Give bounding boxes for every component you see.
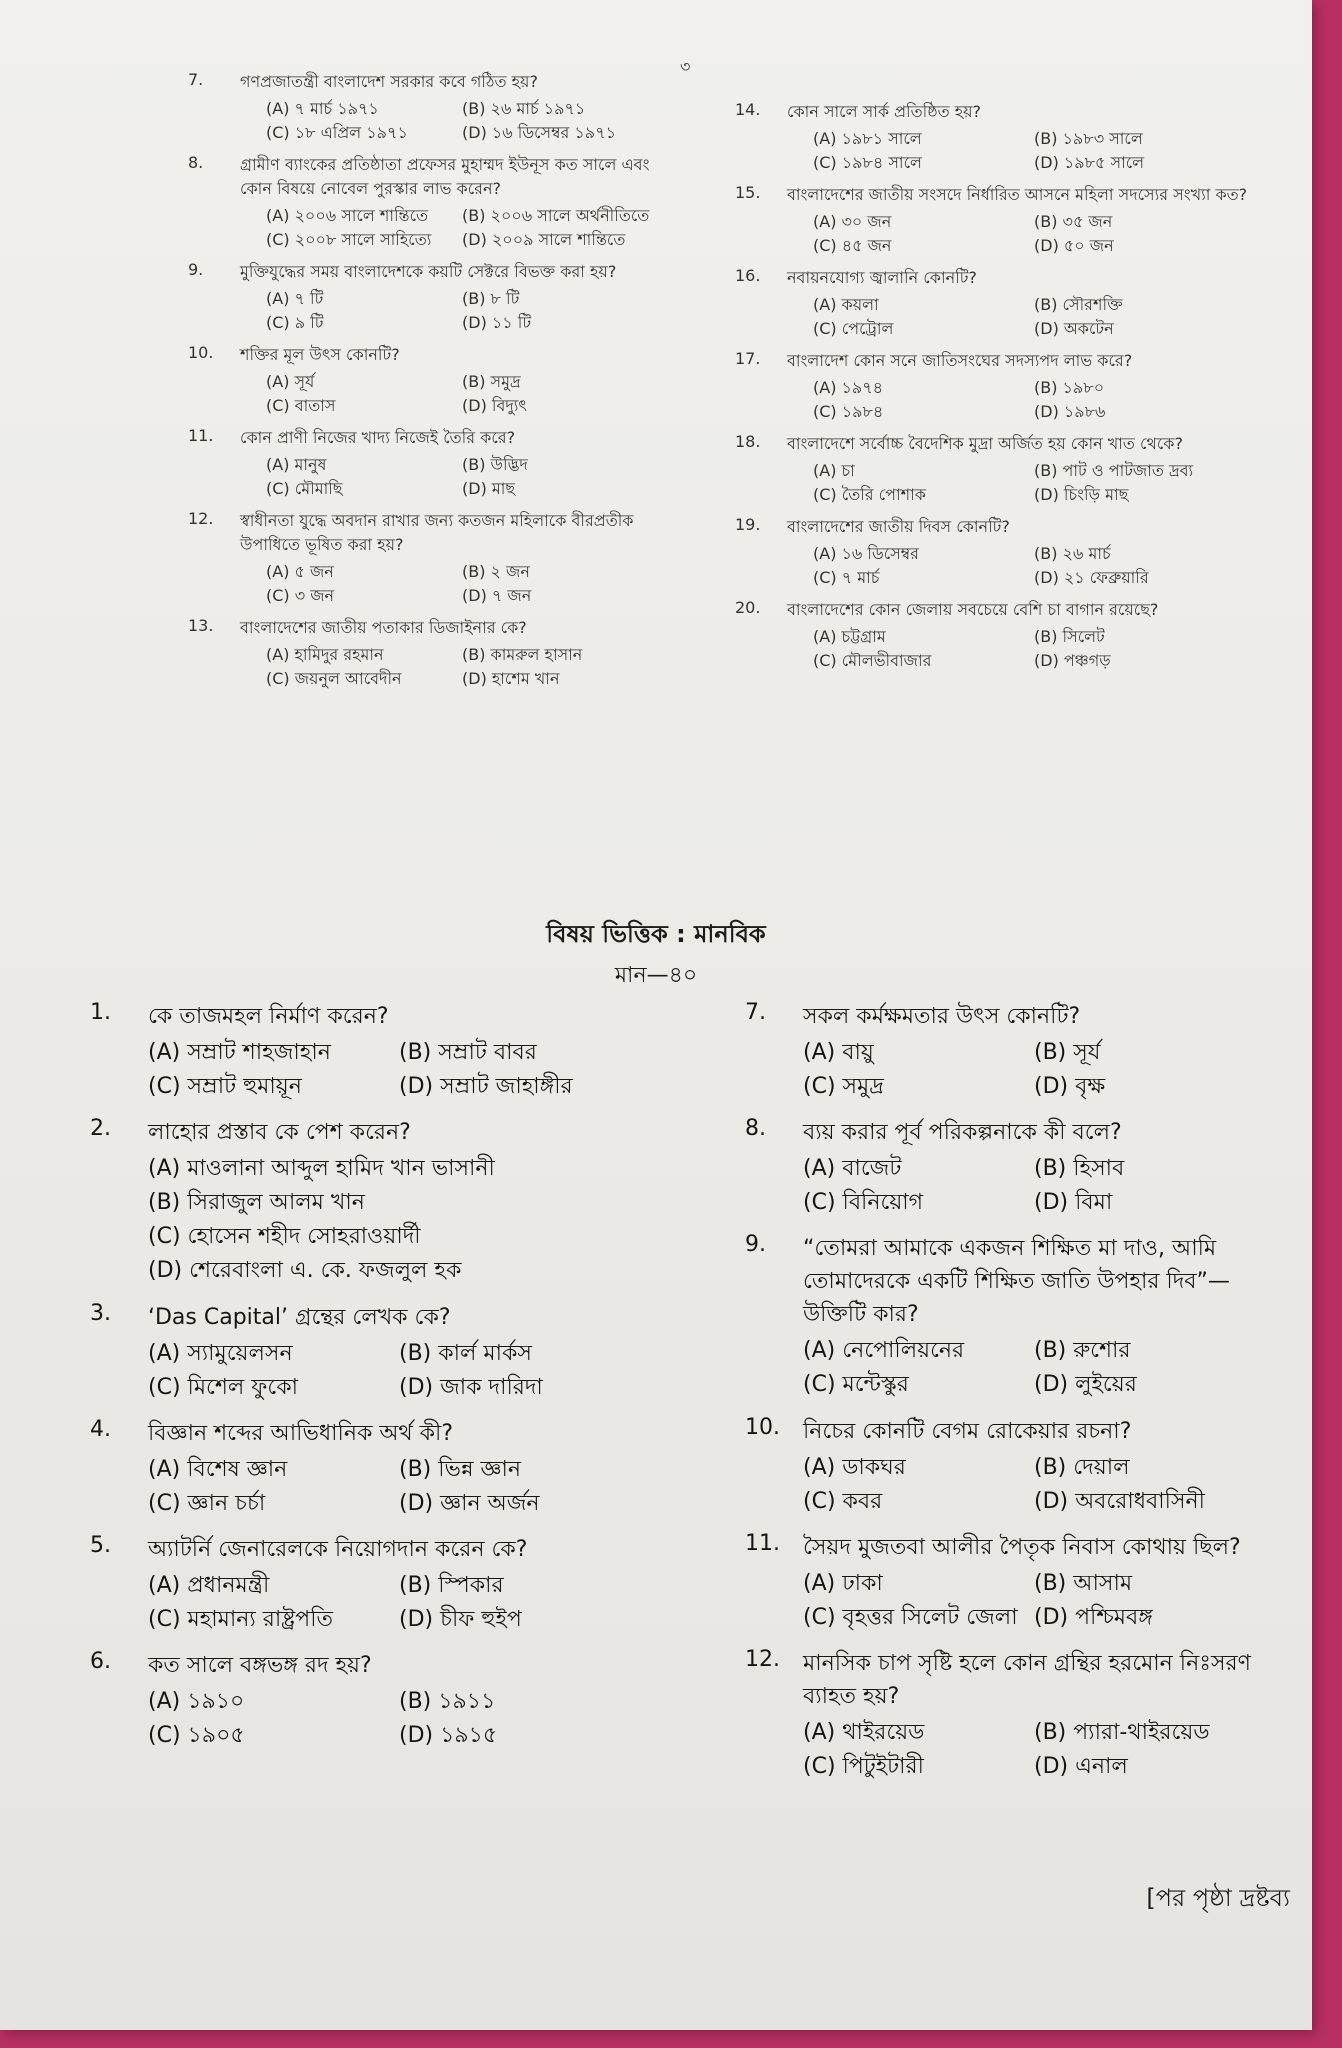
section-a-right-column bbox=[735, 100, 1255, 681]
answer-option: (B) উদ্ভিদ bbox=[462, 455, 528, 474]
question-item bbox=[745, 1000, 1265, 1104]
next-page-note: [পর পৃষ্ঠা দ্রষ্টব্য bbox=[1146, 1884, 1290, 1912]
question-item bbox=[735, 183, 1255, 258]
question-item bbox=[188, 343, 658, 418]
question-number: 13. bbox=[188, 616, 214, 635]
question-item bbox=[90, 1301, 650, 1405]
answer-option: (D) এনাল bbox=[1034, 1754, 1128, 1780]
answer-option: (D) ১৬ ডিসেম্বর ১৯৭১ bbox=[462, 123, 616, 142]
question-text: “তোমরা আমাকে একজন শিক্ষিত মা দাও, আমি তোমাদেরকে একটি শিক্ষিত জাতি উপহার দিব”— উক্তিটি কার? bbox=[803, 1236, 1230, 1328]
answer-option: (A) কয়লা bbox=[813, 295, 879, 314]
question-item bbox=[188, 509, 658, 608]
answer-options bbox=[745, 1152, 1265, 1220]
answer-option: (D) ১৯৮৫ সালে bbox=[1034, 153, 1145, 172]
question-item bbox=[90, 1417, 650, 1521]
answer-option: (A) ১৯৮১ সালে bbox=[813, 129, 922, 148]
answer-option: (D) ১১ টি bbox=[462, 313, 532, 332]
answer-option: (A) মাওলানা আব্দুল হামিদ খান ভাসানী bbox=[148, 1156, 495, 1182]
answer-option: (B) ভিন্ন জ্ঞান bbox=[399, 1456, 522, 1482]
answer-option: (A) ৭ টি bbox=[266, 289, 324, 308]
question-text: বাংলাদেশ কোন সনে জাতিসংঘের সদস্যপদ লাভ করে? bbox=[787, 351, 1133, 370]
answer-options bbox=[745, 1334, 1265, 1402]
answer-option: (B) ১৯৮০ bbox=[1034, 378, 1105, 397]
answer-option: (B) পাট ও পাটজাত দ্রব্য bbox=[1034, 461, 1194, 480]
answer-option: (D) ২১ ফেব্রুয়ারি bbox=[1034, 568, 1149, 587]
answer-option: (C) জয়নুল আবেদীন bbox=[266, 669, 402, 688]
section-b-left-column bbox=[90, 1000, 650, 1765]
section-b-right-column bbox=[745, 1000, 1265, 1796]
answer-option: (B) দেয়াল bbox=[1034, 1454, 1130, 1480]
question-text: লাহোর প্রস্তাব কে পেশ করেন? bbox=[148, 1120, 411, 1146]
answer-options bbox=[188, 370, 658, 418]
answer-options bbox=[188, 453, 658, 501]
answer-options bbox=[90, 1685, 650, 1753]
question-number: 10. bbox=[745, 1414, 780, 1440]
answer-option: (A) স্যামুয়েলসন bbox=[148, 1340, 293, 1366]
question-item bbox=[745, 1415, 1265, 1519]
answer-option: (C) ১৯০৫ bbox=[148, 1723, 245, 1749]
section-marks: মান—৪০ bbox=[614, 963, 698, 988]
question-number: 11. bbox=[188, 426, 214, 445]
answer-option: (B) প্যারা-থাইরয়েড bbox=[1034, 1719, 1210, 1745]
answer-option: (C) সম্রাট হুমায়ূন bbox=[148, 1074, 302, 1100]
question-item bbox=[745, 1531, 1265, 1635]
question-text: বাংলাদেশের জাতীয় দিবস কোনটি? bbox=[787, 517, 1010, 536]
question-item bbox=[745, 1647, 1265, 1784]
answer-option: (D) মাছ bbox=[462, 479, 516, 498]
question-number: 1. bbox=[90, 1000, 111, 1025]
answer-option: (A) ১৯১০ bbox=[148, 1689, 245, 1715]
answer-option: (C) পেট্রোল bbox=[813, 319, 894, 338]
answer-option: (C) ২০০৮ সালে সাহিত্যে bbox=[266, 230, 432, 249]
question-item bbox=[735, 100, 1255, 175]
question-text: কোন প্রাণী নিজের খাদ্য নিজেই তৈরি করে? bbox=[240, 428, 516, 447]
answer-option: (C) মন্টেস্কুর bbox=[803, 1372, 909, 1398]
answer-option: (B) ১৯১১ bbox=[399, 1689, 496, 1715]
question-number: 6. bbox=[90, 1649, 111, 1675]
answer-option: (A) বায়ু bbox=[803, 1040, 874, 1065]
answer-option: (A) ১৯৭৪ bbox=[813, 378, 884, 397]
answer-options bbox=[90, 1036, 650, 1104]
question-number: 20. bbox=[735, 598, 761, 617]
answer-options bbox=[735, 625, 1255, 673]
answer-option: (C) কবর bbox=[803, 1488, 883, 1514]
answer-option: (A) নেপোলিয়নের bbox=[803, 1338, 965, 1364]
answer-options bbox=[745, 1716, 1265, 1784]
answer-option: (B) ৮ টি bbox=[462, 289, 520, 308]
answer-option: (A) ৩০ জন bbox=[813, 212, 892, 231]
answer-option: (A) সূর্য bbox=[266, 372, 315, 391]
answer-option: (C) ৭ মার্চ bbox=[813, 568, 880, 587]
question-text: ‘Das Capital’ গ্রন্থের লেখক কে? bbox=[148, 1304, 451, 1330]
answer-options bbox=[90, 1337, 650, 1405]
question-number: 3. bbox=[90, 1300, 111, 1326]
question-text: সকল কর্মক্ষমতার উৎস কোনটি? bbox=[803, 1004, 1081, 1029]
question-item bbox=[90, 1000, 650, 1104]
question-text: মুক্তিযুদ্ধের সময় বাংলাদেশকে কয়টি সেক্টরে বিভক্ত করা হয়? bbox=[240, 262, 617, 281]
question-number: 17. bbox=[735, 349, 761, 368]
answer-option: (A) ডাকঘর bbox=[803, 1454, 906, 1480]
question-number: 12. bbox=[188, 509, 214, 528]
question-number: 7. bbox=[188, 70, 204, 89]
answer-option: (B) রুশোর bbox=[1034, 1338, 1131, 1364]
question-item bbox=[90, 1116, 650, 1288]
answer-option: (B) কামরুল হাসান bbox=[462, 645, 583, 664]
question-item bbox=[90, 1533, 650, 1637]
answer-option: (C) জ্ঞান চর্চা bbox=[148, 1490, 266, 1516]
answer-options bbox=[188, 287, 658, 335]
question-item bbox=[188, 260, 658, 335]
answer-option: (B) সিরাজুল আলম খান bbox=[148, 1190, 365, 1216]
answer-option: (B) ২ জন bbox=[462, 562, 530, 581]
question-number: 5. bbox=[90, 1532, 111, 1558]
answer-option: (C) ১৯৮৪ সালে bbox=[813, 153, 922, 172]
question-number: 8. bbox=[188, 153, 204, 172]
answer-options bbox=[735, 376, 1255, 424]
answer-option: (C) বিনিয়োগ bbox=[803, 1190, 924, 1216]
answer-option: (A) সম্রাট শাহজাহান bbox=[148, 1040, 331, 1065]
answer-option: (C) মহামান্য রাষ্ট্রপতি bbox=[148, 1607, 334, 1633]
answer-option: (C) মিশেল ফুকো bbox=[148, 1374, 298, 1400]
answer-option: (B) হিসাব bbox=[1034, 1156, 1125, 1182]
question-text: গণপ্রজাতন্ত্রী বাংলাদেশ সরকার কবে গঠিত হয়? bbox=[240, 72, 538, 91]
question-item bbox=[90, 1649, 650, 1753]
answer-option: (C) মৌলভীবাজার bbox=[813, 651, 932, 670]
question-item bbox=[735, 349, 1255, 424]
answer-option: (C) হোসেন শহীদ সোহরাওয়ার্দী bbox=[148, 1224, 421, 1250]
question-text: গ্রামীণ ব্যাংকের প্রতিষ্ঠাতা প্রফেসর মুহাম্মদ ইউনূস কত সালে এবং কোন বিষয়ে নোবেল পুরস্কার লাভ করেন? bbox=[240, 155, 650, 198]
answer-option: (B) সৌরশক্তি bbox=[1034, 295, 1123, 314]
question-number: 9. bbox=[188, 260, 204, 279]
answer-option: (B) ২০০৬ সালে অর্থনীতিতে bbox=[462, 206, 650, 225]
answer-option: (B) ১৯৮৩ সালে bbox=[1034, 129, 1143, 148]
answer-option: (B) স্পিকার bbox=[399, 1572, 504, 1598]
answer-options bbox=[735, 210, 1255, 258]
question-text: নবায়নযোগ্য জ্বালানি কোনটি? bbox=[787, 268, 977, 287]
answer-option: (D) অবরোধবাসিনী bbox=[1034, 1488, 1205, 1514]
question-text: মানসিক চাপ সৃষ্টি হলে কোন গ্রন্থির হরমোন নিঃসরণ ব্যাহত হয়? bbox=[803, 1650, 1251, 1709]
question-text: বিজ্ঞান শব্দের আভিধানিক অর্থ কী? bbox=[148, 1420, 454, 1446]
answer-option: (C) ১৮ এপ্রিল ১৯৭১ bbox=[266, 123, 408, 142]
answer-option: (D) ১৯৮৬ bbox=[1034, 402, 1106, 421]
answer-option: (B) ৩৫ জন bbox=[1034, 212, 1113, 231]
question-item bbox=[735, 266, 1255, 341]
answer-option: (D) চীফ হুইপ bbox=[399, 1607, 522, 1633]
question-text: কে তাজমহল নির্মাণ করেন? bbox=[148, 1004, 389, 1029]
question-number: 18. bbox=[735, 432, 761, 451]
question-text: নিচের কোনটি বেগম রোকেয়ার রচনা? bbox=[803, 1418, 1132, 1444]
answer-option: (B) ২৬ মার্চ bbox=[1034, 544, 1111, 563]
question-item bbox=[735, 598, 1255, 673]
question-text: ব্যয় করার পূর্ব পরিকল্পনাকে কী বলে? bbox=[803, 1120, 1122, 1146]
question-item bbox=[735, 432, 1255, 507]
answer-options bbox=[735, 293, 1255, 341]
answer-option: (B) সূর্য bbox=[1034, 1040, 1101, 1065]
question-text: কোন সালে সার্ক প্রতিষ্ঠিত হয়? bbox=[787, 102, 982, 121]
page-number: ৩ bbox=[680, 57, 691, 76]
answer-option: (A) ২০০৬ সালে শান্তিতে bbox=[266, 206, 429, 225]
answer-option: (C) বাতাস bbox=[266, 396, 336, 415]
answer-option: (D) সম্রাট জাহাঙ্গীর bbox=[399, 1074, 573, 1100]
question-number: 2. bbox=[90, 1116, 111, 1142]
answer-option: (A) ৫ জন bbox=[266, 562, 334, 581]
answer-option: (A) প্রধানমন্ত্রী bbox=[148, 1572, 270, 1598]
answer-option: (C) মৌমাছি bbox=[266, 479, 343, 498]
answer-option: (D) ৭ জন bbox=[462, 586, 532, 605]
answer-options bbox=[90, 1569, 650, 1637]
question-number: 7. bbox=[745, 1000, 766, 1025]
answer-option: (A) বিশেষ জ্ঞান bbox=[148, 1456, 288, 1482]
question-text: কত সালে বঙ্গভঙ্গ রদ হয়? bbox=[148, 1653, 372, 1679]
question-item bbox=[745, 1232, 1265, 1402]
answer-option: (D) বৃক্ষ bbox=[1034, 1074, 1106, 1100]
question-text: অ্যাটর্নি জেনারেলকে নিয়োগদান করেন কে? bbox=[148, 1536, 528, 1562]
question-number: 8. bbox=[745, 1116, 766, 1142]
question-number: 14. bbox=[735, 100, 761, 119]
answer-option: (A) চা bbox=[813, 461, 855, 480]
answer-options bbox=[90, 1152, 650, 1288]
question-number: 15. bbox=[735, 183, 761, 202]
answer-option: (A) হামিদুর রহমান bbox=[266, 645, 384, 664]
question-number: 16. bbox=[735, 266, 761, 285]
answer-option: (D) ২০০৯ সালে শান্তিতে bbox=[462, 230, 626, 249]
answer-option: (D) জ্ঞান অর্জন bbox=[399, 1490, 540, 1516]
answer-option: (B) ২৬ মার্চ ১৯৭১ bbox=[462, 99, 586, 118]
section-title: বিষয় ভিত্তিক : মানবিক bbox=[546, 920, 766, 948]
question-number: 12. bbox=[745, 1646, 780, 1672]
answer-option: (D) শেরেবাংলা এ. কে. ফজলুল হক bbox=[148, 1258, 462, 1284]
answer-option: (C) ৪৫ জন bbox=[813, 236, 892, 255]
answer-option: (C) ১৯৮৪ bbox=[813, 402, 884, 421]
answer-options bbox=[735, 542, 1255, 590]
answer-option: (D) জাক দারিদা bbox=[399, 1374, 543, 1400]
answer-options bbox=[745, 1451, 1265, 1519]
question-text: শক্তির মূল উৎস কোনটি? bbox=[240, 345, 400, 364]
answer-option: (A) ১৬ ডিসেম্বর bbox=[813, 544, 919, 563]
answer-option: (D) পশ্চিমবঙ্গ bbox=[1034, 1604, 1153, 1630]
question-text: বাংলাদেশের কোন জেলায় সবচেয়ে বেশি চা বাগান রয়েছে? bbox=[787, 600, 1159, 619]
answer-options bbox=[188, 204, 658, 252]
answer-option: (B) সমুদ্র bbox=[462, 372, 521, 391]
question-number: 4. bbox=[90, 1416, 111, 1442]
answer-option: (C) পিটুইটারী bbox=[803, 1754, 924, 1780]
answer-option: (D) ৫০ জন bbox=[1034, 236, 1114, 255]
answer-option: (C) ৩ জন bbox=[266, 586, 335, 605]
answer-option: (D) হাশেম খান bbox=[462, 669, 560, 688]
answer-option: (A) ৭ মার্চ ১৯৭১ bbox=[266, 99, 379, 118]
question-item bbox=[188, 153, 658, 252]
question-text: স্বাধীনতা যুদ্ধে অবদান রাখার জন্য কতজন মহিলাকে বীরপ্রতীক উপাধিতে ভূষিত করা হয়? bbox=[240, 511, 634, 554]
question-item bbox=[188, 70, 658, 145]
answer-option: (A) ঢাকা bbox=[803, 1570, 883, 1596]
answer-option: (D) পঞ্চগড় bbox=[1034, 651, 1111, 670]
question-number: 9. bbox=[745, 1232, 766, 1258]
answer-option: (A) মানুষ bbox=[266, 455, 327, 474]
answer-option: (C) ৯ টি bbox=[266, 313, 324, 332]
answer-options bbox=[188, 560, 658, 608]
question-item bbox=[745, 1116, 1265, 1220]
question-item bbox=[735, 515, 1255, 590]
answer-option: (D) বিমা bbox=[1034, 1190, 1113, 1216]
answer-option: (B) সম্রাট বাবর bbox=[399, 1040, 537, 1065]
answer-option: (B) কার্ল মার্কস bbox=[399, 1340, 532, 1366]
answer-options bbox=[735, 127, 1255, 175]
question-text: বাংলাদেশের জাতীয় সংসদে নির্ধারিত আসনে মহিলা সদস্যের সংখ্যা কত? bbox=[787, 185, 1248, 204]
answer-options bbox=[188, 643, 658, 691]
answer-option: (D) অকটেন bbox=[1034, 319, 1114, 338]
answer-option: (D) ১৯১৫ bbox=[399, 1723, 498, 1749]
section-a-left-column bbox=[188, 70, 658, 699]
question-text: সৈয়দ মুজতবা আলীর পৈতৃক নিবাস কোথায় ছিল? bbox=[803, 1534, 1241, 1560]
question-text: বাংলাদেশে সর্বোচ্চ বৈদেশিক মুদ্রা অর্জিত হয় কোন খাত থেকে? bbox=[787, 434, 1183, 453]
answer-option: (C) বৃহত্তর সিলেট জেলা bbox=[803, 1604, 1018, 1630]
answer-options bbox=[90, 1453, 650, 1521]
answer-option: (A) থাইরয়েড bbox=[803, 1719, 925, 1745]
question-text: বাংলাদেশের জাতীয় পতাকার ডিজাইনার কে? bbox=[240, 618, 527, 637]
answer-options bbox=[745, 1036, 1265, 1104]
answer-option: (A) চট্টগ্রাম bbox=[813, 627, 886, 646]
answer-option: (D) বিদ্যুৎ bbox=[462, 396, 527, 415]
question-number: 10. bbox=[188, 343, 214, 362]
question-item bbox=[188, 426, 658, 501]
answer-option: (D) চিংড়ি মাছ bbox=[1034, 485, 1129, 504]
answer-option: (C) তৈরি পোশাক bbox=[813, 485, 926, 504]
answer-options bbox=[735, 459, 1255, 507]
answer-option: (D) লুইয়ের bbox=[1034, 1372, 1137, 1398]
answer-options bbox=[745, 1567, 1265, 1635]
answer-option: (C) সমুদ্র bbox=[803, 1074, 884, 1100]
answer-options bbox=[188, 97, 658, 145]
answer-option: (A) বাজেট bbox=[803, 1156, 902, 1182]
answer-option: (B) আসাম bbox=[1034, 1570, 1133, 1596]
question-number: 19. bbox=[735, 515, 761, 534]
question-item bbox=[188, 616, 658, 691]
question-number: 11. bbox=[745, 1530, 780, 1556]
answer-option: (B) সিলেট bbox=[1034, 627, 1105, 646]
